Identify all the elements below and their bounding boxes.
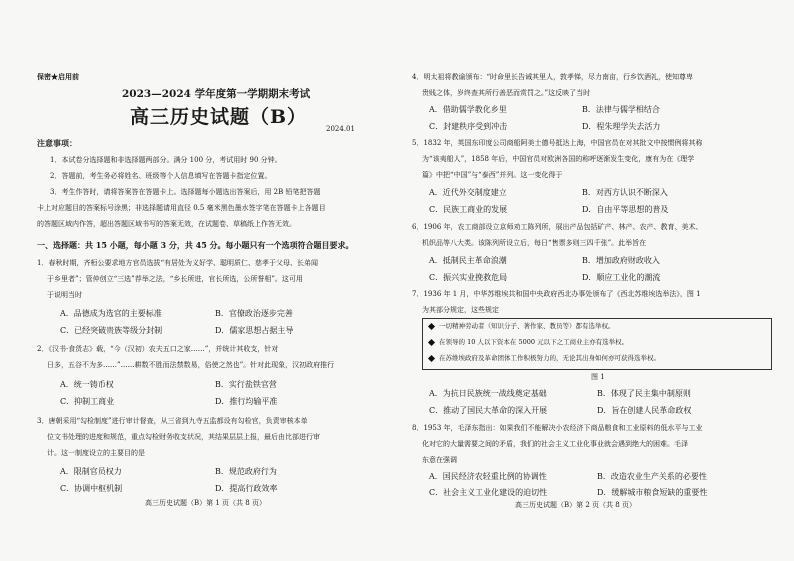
exam-line: 2023—2024 学年度第一学期期末考试 (122, 88, 311, 100)
q7-option-b[interactable]: B．体现了民主集中制原则 (597, 389, 691, 398)
q1-option-c[interactable]: C．已经突破贵族等级分封制 (60, 326, 163, 335)
q8-option-d[interactable]: D．缓解城市粮食短缺的重要性 (597, 488, 708, 497)
q5-line-2: 为“该夷船人”，1858 年后，中国官员对欧洲各国的称呼逐渐发生变化，康有为在《理学 (422, 155, 695, 163)
q5-option-c[interactable]: C．民族工商业的发展 (429, 205, 508, 214)
q8-line-2: 化对它的大量需要之间的矛盾，我们的社会主义工业化事业就会遇到绝大的困难。毛泽 (422, 440, 688, 448)
q7-box-line-2: 在领导的 10 人以下资本在 5000 元以下之工商业主亦有选举权。 (429, 338, 628, 347)
figure-caption: 图 1 (591, 373, 605, 381)
note-3: 3．考生作答时，请将答案答在答题卡上。选择题每小题选出答案后，用 2B 铅笔把答题 (50, 188, 321, 196)
q3-option-b[interactable]: B．规范政府行为 (215, 467, 277, 476)
q5-line-3: 篇》中把“中国”与“泰西”并列。这一变化得于 (422, 171, 563, 179)
q8-option-c[interactable]: C．社会主义工业化建设的迫切性 (429, 488, 548, 497)
notes-heading: 注意事项： (37, 138, 77, 148)
q2-line-1: 2．《汉书·食货志》载，“今（汉初）农夫五口之家……”，并统计其收支，针对 (37, 345, 279, 353)
q6-option-d[interactable]: D．顺应工业化的潮流 (582, 273, 661, 282)
page-footer: 高三历史试题（B）第 1 页（共 8 页） (145, 499, 266, 507)
q2-option-a[interactable]: A．统一铸币权 (60, 380, 114, 389)
q6-line-2: 机织品等八大类。该陈列所设立后，每日“售票多则三四千张”。此举旨在 (422, 239, 647, 247)
q1-option-b[interactable]: B．官僚政治逐步完善 (215, 309, 293, 318)
q4-option-c[interactable]: C．封建秩序受到冲击 (429, 122, 508, 131)
q1-line-3: 于说明当时 (47, 291, 82, 299)
q3-line-2: 位文书处理的进度和规范，重点勾检财务收支状况，其结果层层上报，最后由比部进行审 (47, 433, 320, 441)
q5-option-d[interactable]: D．自由平等思想的普及 (582, 205, 669, 214)
q5-option-b[interactable]: B．对西方认识不断深入 (582, 188, 668, 197)
q7-option-a[interactable]: A．为抗日民族统一战线奠定基础 (429, 389, 547, 398)
note-2: 2．答题前，考生务必将姓名、班级等个人信息填写在答题卡指定位置。 (50, 172, 272, 180)
q7-line-2: 为其部分规定，这些规定 (422, 306, 499, 314)
q7-box-line-1: 一切精神劳动者（知识分子、著作家、教员等）都有选举权。 (429, 322, 615, 331)
note-3-cont2: 的答题区域内作答，超出答题区域书写的答案无效，在试题卷、草稿纸上作答无效。 (37, 220, 296, 228)
q8-option-a[interactable]: A．国民经济农轻重比例的协调性 (429, 472, 547, 481)
q2-line-2: 日多，五谷不为多……”……耕数不胜而法禁数易，俗使之然也”。针对此现象，汉初政府推行 (47, 361, 335, 369)
q3-option-c[interactable]: C．协调中枢机制 (60, 484, 123, 493)
note-3-cont: 卡上对应题目的答案标号涂黑；非选择题请用直径 0.5 毫米黑色墨水签字笔在答题卡上各题目 (37, 204, 326, 212)
q5-line-1: 5．1832 年，英国东印度公司商船阿美士德号抵达上海，中国官员在对其批文中按惯例将其称 (412, 139, 703, 147)
q7-line-1: 7．1936 年 1 月，中华苏维埃共和国中央政府西北办事处颁布了《西北苏维埃选举法》，图 1 (412, 290, 701, 298)
q8-line-3: 东意在强调 (422, 456, 457, 464)
q6-line-1: 6．1906 年，农工商部设立京师劝工陈列所，展出产品包括矿产、林产、农产、教育、美术、 (412, 223, 703, 231)
q4-option-d[interactable]: D．程朱理学失去活力 (582, 122, 661, 131)
q7-figure-box (422, 318, 772, 370)
q2-option-c[interactable]: C．抑制工商业 (60, 397, 115, 406)
q6-option-a[interactable]: A．抵制民主革命浪潮 (429, 256, 507, 265)
q1-option-a[interactable]: A．品德成为选官的主要标准 (60, 309, 162, 318)
note-1: 1．本试卷分选择题和非选择题两部分。满分 100 分，考试用时 90 分钟。 (50, 156, 282, 164)
q4-line-2: 贵贱之体，岁终查其所行善恶而赏罚之。”这反映了当时 (422, 89, 591, 97)
exam-date: 2024.01 (326, 125, 355, 133)
q2-option-d[interactable]: D．推行均输平准 (215, 397, 278, 406)
q4-option-a[interactable]: A．借助儒学教化乡里 (429, 105, 507, 114)
q3-option-d[interactable]: D．提高行政效率 (215, 484, 278, 493)
q3-option-a[interactable]: A．限制官员权力 (60, 467, 122, 476)
q7-box-line-3: 在苏维埃政府及革命团体工作积极努力的，无论其出身如何亦可获得选举权。 (429, 354, 660, 363)
q1-option-d[interactable]: D．儒家思想占据主导 (215, 326, 294, 335)
q1-line-2: 于乡里者”；管仲创立“三选”荐举之法，“乡长所进，官长所选，公所誉相”。这可用 (47, 275, 303, 283)
q1-line-1: 1．春秋时期，齐桓公要求地方官员选拔“有居处为义好学、聪明质仁、慈孝于父母、长弟闻 (37, 259, 319, 267)
q6-option-b[interactable]: B．增加政府财政收入 (582, 256, 660, 265)
q3-line-3: 计。这一制度设立的主要目的是 (47, 449, 145, 457)
q8-line-1: 8．1953 年，毛泽东指出：如果我们不能解决小农经济下商品粮食和工业原料的低水平与工业 (412, 424, 703, 432)
q5-option-a[interactable]: A．近代外交制度建立 (429, 188, 507, 197)
q6-option-c[interactable]: C．振兴实业挽救危局 (429, 273, 508, 282)
q7-option-d[interactable]: D．旨在创建人民革命政权 (597, 406, 692, 415)
q2-option-b[interactable]: B．实行盐铁官营 (215, 380, 277, 389)
q4-line-1: 4．明太祖将教谕颁布：“时命里长告诫其里人，敦孝悌，尽力南亩，行乡饮酒礼，使知尊卑 (412, 73, 694, 81)
q3-line-1: 3．唐朝采用“勾检制度”进行审计督查，从三省到九寺五监都设有勾检官，负责审核本单 (37, 417, 308, 425)
page-2 (397, 0, 794, 561)
q4-option-b[interactable]: B．法律与儒学相结合 (582, 105, 660, 114)
page-footer: 高三历史试题（B）第 2 页（共 8 页） (515, 501, 636, 509)
q8-option-b[interactable]: B．改造农业生产关系的必要性 (597, 472, 707, 481)
q7-option-c[interactable]: C．推动了国民大革命的深入开展 (429, 406, 548, 415)
page-title: 高三历史试题（B） (130, 106, 308, 128)
confidential-mark: 保密★启用前 (37, 72, 79, 81)
section-heading: 一、选择题：共 15 小题，每小题 3 分，共 45 分。每小题只有一个选项符合题目要求。 (37, 240, 354, 250)
